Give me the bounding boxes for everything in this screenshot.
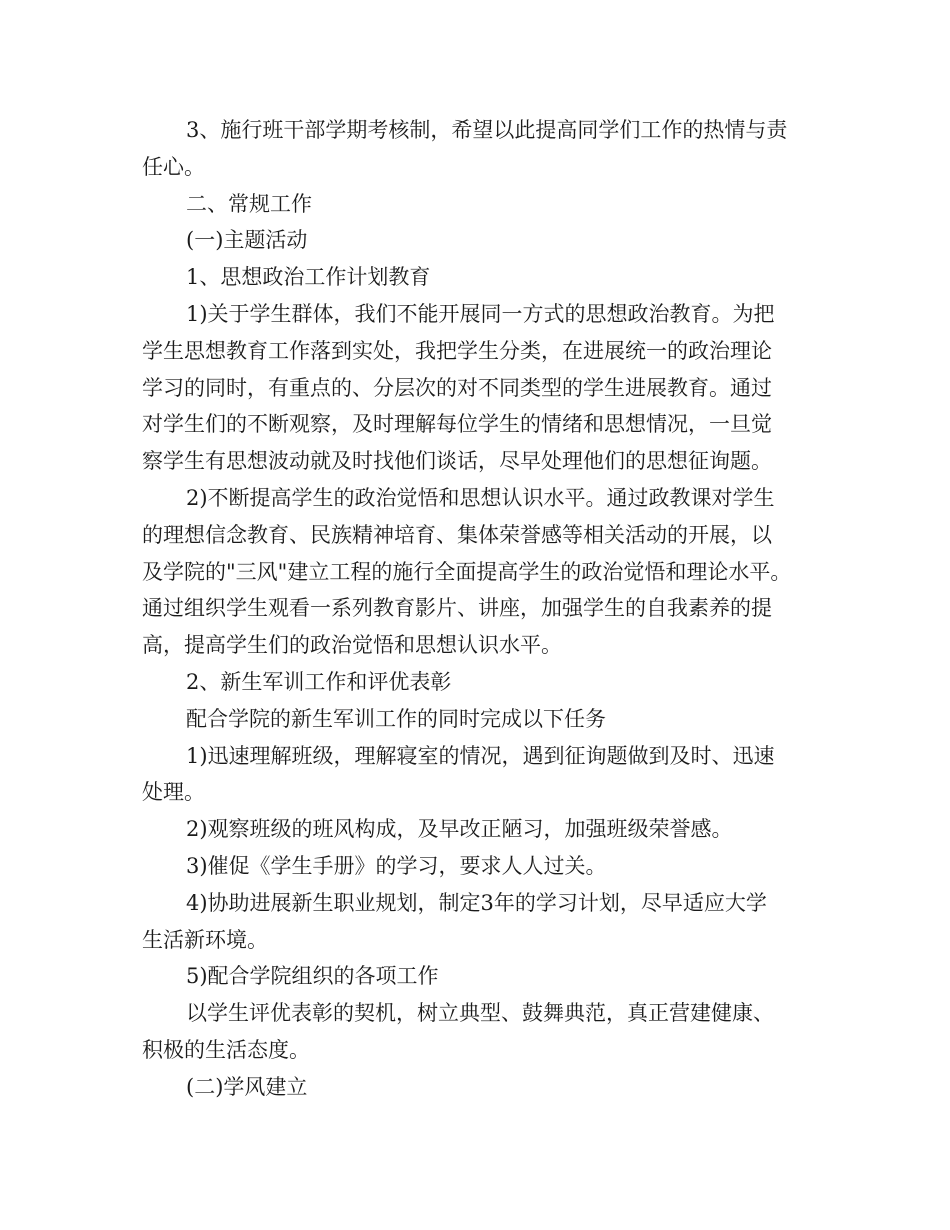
- text-line: 处理。: [142, 780, 205, 805]
- text-line: 积极的生活态度。: [142, 1037, 310, 1062]
- text-line: 学生思想教育工作落到实处，我把学生分类，在进展统一的政治理论: [142, 338, 772, 363]
- text-line: 高，提高学生们的政治觉悟和思想认识水平。: [142, 633, 562, 658]
- text-line: 及学院的"三风"建立工程的施行全面提高学生的政治觉悟和理论水平。: [142, 559, 792, 584]
- text-line: (一)主题活动: [186, 228, 308, 253]
- text-line: (二)学风建立: [186, 1074, 308, 1099]
- text-line: 对学生们的不断观察，及时理解每位学生的情绪和思想情况，一旦觉: [142, 412, 772, 437]
- text-line: 3、施行班干部学期考核制，希望以此提高同学们工作的热情与责: [186, 118, 788, 142]
- document-page: [142, 112, 812, 1106]
- text-line: 生活新环境。: [142, 927, 268, 952]
- text-line: 1)迅速理解班级，理解寝室的情况，遇到征询题做到及时、迅速: [186, 743, 775, 768]
- text-line: 以学生评优表彰的契机，树立典型、鼓舞典范，真正营建健康、: [186, 1001, 774, 1026]
- text-line: 2、新生军训工作和评优表彰: [186, 669, 452, 694]
- text-line: 1、思想政治工作计划教育: [186, 265, 431, 290]
- text-line: 2)不断提高学生的政治觉悟和思想认识水平。通过政教课对学生: [186, 485, 775, 510]
- text-line: 察学生有思想波动就及时找他们谈话，尽早处理他们的思想征询题。: [142, 449, 772, 474]
- text-line: 1)关于学生群体，我们不能开展同一方式的思想政治教育。为把: [186, 301, 775, 326]
- text-line: 3)催促《学生手册》的学习，要求人人过关。: [186, 853, 607, 878]
- text-line: 4)协助进展新生职业规划，制定3年的学习计划，尽早适应大学: [186, 890, 767, 915]
- text-line: 5)配合学院组织的各项工作: [186, 964, 439, 989]
- text-line: 学习的同时，有重点的、分层次的对不同类型的学生进展教育。通过: [142, 375, 772, 400]
- text-line: 配合学院的新生军训工作的同时完成以下任务: [186, 706, 606, 731]
- text-line: 通过组织学生观看一系列教育影片、讲座，加强学生的自我素养的提: [142, 596, 772, 621]
- text-line: 任心。: [142, 154, 205, 179]
- text-line: 2)观察班级的班风构成，及早改正陋习，加强班级荣誉感。: [186, 817, 733, 842]
- text-line: 的理想信念教育、民族精神培育、集体荣誉感等相关活动的开展，以: [142, 522, 772, 547]
- text-line: 二、常规工作: [186, 191, 312, 216]
